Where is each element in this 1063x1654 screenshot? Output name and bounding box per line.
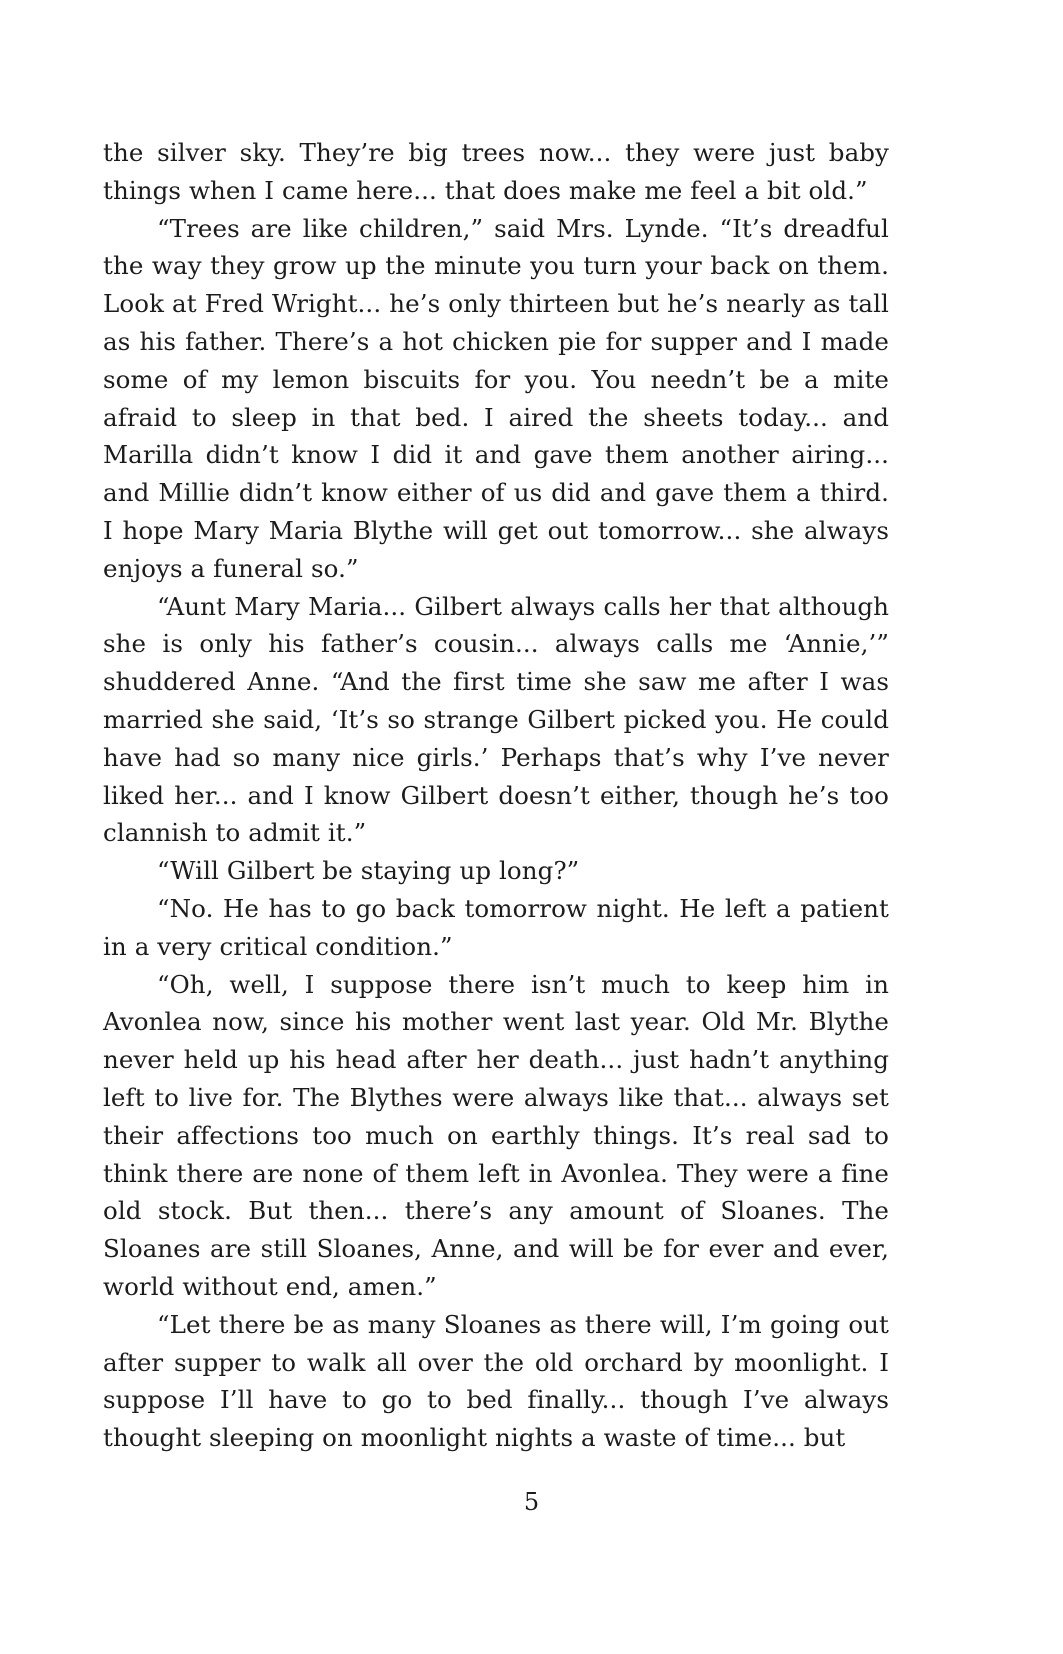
page-body [103,134,889,1457]
paragraph-mrs-lynde-trees: “Trees are like children,” said Mrs. Lynde. “It’s dreadful the way they grow up the minute you turn your back on them. Look at Fred Wright... he’s only thirteen but he’s nearly as tall as his father. There’s a hot chicken pie for supper and I made some of my lemon biscuits for you. You needn’t be a mite afraid to sleep in that bed. I aired the sheets today... and Marilla didn’t know I did it and gave them another airing... and Millie didn’t know either of us did and gave them a third. I hope Mary Maria Blythe will get out tomorrow... she always enjoys a funeral so.” [103,213,889,583]
paragraph-blythes-sloanes: “Oh, well, I suppose there isn’t much to keep him in Avonlea now, since his mother went last year. Old Mr. Blythe never held up his head after her death... just hadn’t anything left to live for. The Blythes were always like that... always set their affections too much on earthly things. It’s real sad to think there are none of them left in Avonlea. They were a fine old stock. But then... there’s any amount of Sloanes. The Sloanes are still Sloanes, Anne, and will be for ever and ever, world without end, amen.” [103,969,889,1301]
paragraph-aunt-mary-maria: “Aunt Mary Maria... Gilbert always calls her that although she is only his father’s cousin... always calls me ‘Annie,’” shuddered Anne. “And the first time she saw me after I was married she said, ‘It’s so strange Gilbert picked you. He could have had so many nice girls.’ Perhaps that’s why I’ve never liked her... and I know Gilbert doesn’t either, though he’s too clannish to admit it.” [103,591,889,848]
paragraph-continuation: the silver sky. They’re big trees now... they were just baby things when I came here... that does make me feel a bit old.” [103,138,889,205]
paragraph-gilbert-leaving: “No. He has to go back tomorrow night. He left a patient in a very critical condition.” [103,893,889,961]
page-number: 5 [523,1488,540,1516]
paragraph-moonlight-orchard: “Let there be as many Sloanes as there will, I’m going out after supper to walk all over the old orchard by moonlight. I suppose I’ll have to go to bed finally... though I’ve always thought sleeping on moonlight nights a waste of time... but [103,1309,889,1453]
paragraph-gilbert-staying: “Will Gilbert be staying up long?” [157,856,580,886]
